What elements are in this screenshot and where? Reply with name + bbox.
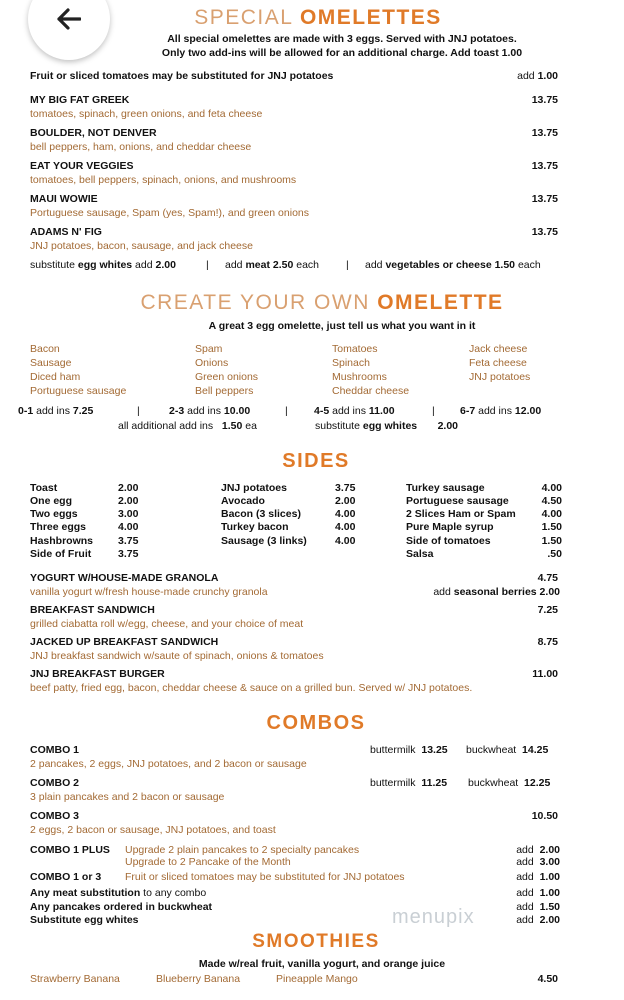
menu-item-price: 11.00 xyxy=(532,668,558,680)
ingredient: JNJ potatoes xyxy=(469,371,531,383)
side-name: Bacon (3 slices) xyxy=(221,508,301,520)
side-price: .50 xyxy=(547,548,562,560)
combo-3-name: COMBO 3 xyxy=(30,810,80,822)
menu-item-price: 13.75 xyxy=(531,226,558,238)
menu-item-price: 8.75 xyxy=(537,636,558,648)
yogurt-name: YOGURT W/HOUSE-MADE GRANOLA xyxy=(30,572,219,584)
menu-item-desc: tomatoes, bell peppers, spinach, onions, and mushrooms xyxy=(30,174,297,186)
combo-1-plus-upgrade-2: Upgrade to 2 Pancake of the Month xyxy=(125,856,291,868)
combo-1-desc: 2 pancakes, 2 eggs, JNJ potatoes, and 2 bacon or sausage xyxy=(30,758,307,770)
combo-1-or-3-price: add 1.00 xyxy=(516,871,560,883)
create-egg-whites: substitute egg whites 2.00 xyxy=(315,420,458,432)
smoothie-price: 4.50 xyxy=(537,973,558,985)
meat-substitution-price: add 1.00 xyxy=(516,887,560,899)
menu-item-price: 13.75 xyxy=(531,127,558,139)
ingredient: Jack cheese xyxy=(469,343,528,355)
side-name: Portuguese sausage xyxy=(406,495,509,507)
side-price: 4.00 xyxy=(335,508,356,520)
side-name: Salsa xyxy=(406,548,434,560)
menu-item-price: 13.75 xyxy=(531,193,558,205)
side-name: Pure Maple syrup xyxy=(406,521,494,533)
special-intro-2: Only two add-ins will be allowed for an additional charge. Add toast 1.00 xyxy=(161,47,523,59)
side-price: 3.75 xyxy=(335,482,356,494)
menu-item-desc: beef patty, fried egg, bacon, cheddar cheese & sauce on a grilled bun. Served w/ JNJ potatoes. xyxy=(30,682,473,694)
menu-item-price: 13.75 xyxy=(531,94,558,106)
combo-1-or-3-desc: Fruit or sliced tomatoes may be substituted for JNJ potatoes xyxy=(125,871,405,883)
side-name: 2 Slices Ham or Spam xyxy=(406,508,516,520)
side-name: Hashbrowns xyxy=(30,535,94,547)
side-price: 2.00 xyxy=(118,482,139,494)
ingredient: Green onions xyxy=(195,371,259,383)
side-name: One egg xyxy=(30,495,73,507)
combos-title: COMBOS xyxy=(266,712,366,734)
side-price: 3.75 xyxy=(118,535,139,547)
ingredient: Cheddar cheese xyxy=(332,385,410,397)
side-name: Toast xyxy=(30,482,58,494)
side-price: 1.50 xyxy=(541,535,562,547)
yogurt-add-berries: add seasonal berries 2.00 xyxy=(433,586,560,598)
tier-0-1: 0-1 add ins 7.25 xyxy=(18,405,94,417)
side-price: 4.00 xyxy=(541,508,562,520)
side-name: Side of Fruit xyxy=(30,548,92,560)
meat-substitution: Any meat substitution to any combo xyxy=(30,887,207,899)
combo-1-buttermilk: buttermilk 13.25 xyxy=(370,744,448,756)
menu-item-desc: JNJ potatoes, bacon, sausage, and jack cheese xyxy=(30,240,253,252)
menu-item-name: BOULDER, NOT DENVER xyxy=(30,127,157,139)
combo-3-desc: 2 eggs, 2 bacon or sausage, JNJ potatoes, and toast xyxy=(30,824,276,836)
smoothie-item: Strawberry Banana xyxy=(30,973,120,985)
create-intro: A great 3 egg omelette, just tell us what you want in it xyxy=(208,320,476,332)
menu-item-desc: JNJ breakfast sandwich w/saute of spinach, onions & tomatoes xyxy=(30,650,324,662)
side-name: Three eggs xyxy=(30,521,87,533)
combo-1-plus-price-1: add 2.00 xyxy=(516,844,560,856)
special-footer-egg-whites: substitute egg whites add 2.00 xyxy=(30,259,176,271)
menu-item-price: 13.75 xyxy=(531,160,558,172)
menu-item-name: MY BIG FAT GREEK xyxy=(30,94,130,106)
side-price: 4.00 xyxy=(118,521,139,533)
side-price: 1.50 xyxy=(541,521,562,533)
combo-1-or-3-name: COMBO 1 or 3 xyxy=(30,871,102,883)
side-name: JNJ potatoes xyxy=(221,482,287,494)
combo-1-plus-name: COMBO 1 PLUS xyxy=(30,844,110,856)
side-price: 4.50 xyxy=(541,495,562,507)
combo-2-buttermilk: buttermilk 11.25 xyxy=(370,777,448,789)
combo-1-plus-upgrade-1: Upgrade 2 plain pancakes to 2 specialty pancakes xyxy=(125,844,360,856)
menu-item-desc: grilled ciabatta roll w/egg, cheese, and your choice of meat xyxy=(30,618,304,630)
menu-item-desc: tomatoes, spinach, green onions, and feta cheese xyxy=(30,108,263,120)
divider: | xyxy=(285,405,288,417)
yogurt-desc: vanilla yogurt w/fresh house-made crunchy granola xyxy=(30,586,268,598)
ingredient: Diced ham xyxy=(30,371,81,383)
smoothies-intro: Made w/real fruit, vanilla yogurt, and orange juice xyxy=(198,958,446,970)
ingredient: Bell peppers xyxy=(195,385,254,397)
menu-item-name: JACKED UP BREAKFAST SANDWICH xyxy=(30,636,219,648)
ingredient: Mushrooms xyxy=(332,371,387,383)
potato-sub-note: Fruit or sliced tomatoes may be substituted for JNJ potatoes xyxy=(30,70,334,82)
all-additional-addins: all additional add ins 1.50 ea xyxy=(118,420,257,432)
side-name: Turkey bacon xyxy=(221,521,289,533)
side-price: 4.00 xyxy=(335,535,356,547)
side-price: 3.00 xyxy=(118,508,139,520)
menu-item-name: ADAMS N' FIG xyxy=(30,226,102,238)
menupix-watermark: menupix xyxy=(392,906,475,928)
menu-item-name: MAUI WOWIE xyxy=(30,193,98,205)
side-name: Sausage (3 links) xyxy=(221,535,307,547)
menu-item-desc: bell peppers, ham, onions, and cheddar cheese xyxy=(30,141,252,153)
combo-2-desc: 3 plain pancakes and 2 bacon or sausage xyxy=(30,791,225,803)
potato-sub-price: add 1.00 xyxy=(517,70,558,82)
create-omelette-title: CREATE YOUR OWN OMELETTE xyxy=(140,291,504,314)
menu-item-name: JNJ BREAKFAST BURGER xyxy=(30,668,165,680)
ingredient: Feta cheese xyxy=(469,357,527,369)
menu-item-desc: Portuguese sausage, Spam (yes, Spam!), and green onions xyxy=(30,207,309,219)
buckwheat-pancakes-price: add 1.50 xyxy=(516,901,560,913)
divider: | xyxy=(206,259,209,271)
ingredient: Onions xyxy=(195,357,229,369)
tier-4-5: 4-5 add ins 11.00 xyxy=(314,405,395,417)
side-price: 3.75 xyxy=(118,548,139,560)
ingredient: Spinach xyxy=(332,357,370,369)
smoothies-title: SMOOTHIES xyxy=(252,931,380,952)
ingredient: Tomatoes xyxy=(332,343,378,355)
tier-6-7: 6-7 add ins 12.00 xyxy=(460,405,542,417)
smoothie-item: Pineapple Mango xyxy=(276,973,358,985)
ingredient: Portuguese sausage xyxy=(30,385,127,397)
substitute-egg-whites: Substitute egg whites xyxy=(30,914,139,926)
side-price: 4.00 xyxy=(541,482,562,494)
divider: | xyxy=(432,405,435,417)
side-price: 2.00 xyxy=(335,495,356,507)
side-name: Turkey sausage xyxy=(406,482,485,494)
combo-2-name: COMBO 2 xyxy=(30,777,80,789)
buckwheat-pancakes: Any pancakes ordered in buckwheat xyxy=(30,901,213,913)
sides-title: SIDES xyxy=(282,450,350,472)
special-intro-1: All special omelettes are made with 3 eggs. Served with JNJ potatoes. xyxy=(167,33,517,45)
special-footer-veg: add vegetables or cheese 1.50 each xyxy=(365,259,541,271)
special-footer-meat: add meat 2.50 each xyxy=(225,259,319,271)
ingredient: Bacon xyxy=(30,343,60,355)
divider: | xyxy=(346,259,349,271)
side-name: Avocado xyxy=(221,495,265,507)
side-price: 2.00 xyxy=(118,495,139,507)
side-price: 4.00 xyxy=(335,521,356,533)
smoothie-item: Blueberry Banana xyxy=(156,973,241,985)
combo-2-buckwheat: buckwheat 12.25 xyxy=(468,777,551,789)
side-name: Side of tomatoes xyxy=(406,535,491,547)
menu-item-name: BREAKFAST SANDWICH xyxy=(30,604,155,616)
substitute-egg-whites-price: add 2.00 xyxy=(516,914,560,926)
divider: | xyxy=(137,405,140,417)
menu-item-price: 7.25 xyxy=(537,604,558,616)
special-omelettes-title: SPECIAL OMELETTES xyxy=(194,6,442,29)
combo-1-buckwheat: buckwheat 14.25 xyxy=(466,744,549,756)
combo-3-price: 10.50 xyxy=(531,810,558,822)
menu-item-name: EAT YOUR VEGGIES xyxy=(30,160,134,172)
combo-1-plus-price-2: add 3.00 xyxy=(516,856,560,868)
tier-2-3: 2-3 add ins 10.00 xyxy=(169,405,251,417)
side-name: Two eggs xyxy=(30,508,78,520)
yogurt-price: 4.75 xyxy=(537,572,558,584)
ingredient: Sausage xyxy=(30,357,72,369)
ingredient: Spam xyxy=(195,343,223,355)
combo-1-name: COMBO 1 xyxy=(30,744,80,756)
